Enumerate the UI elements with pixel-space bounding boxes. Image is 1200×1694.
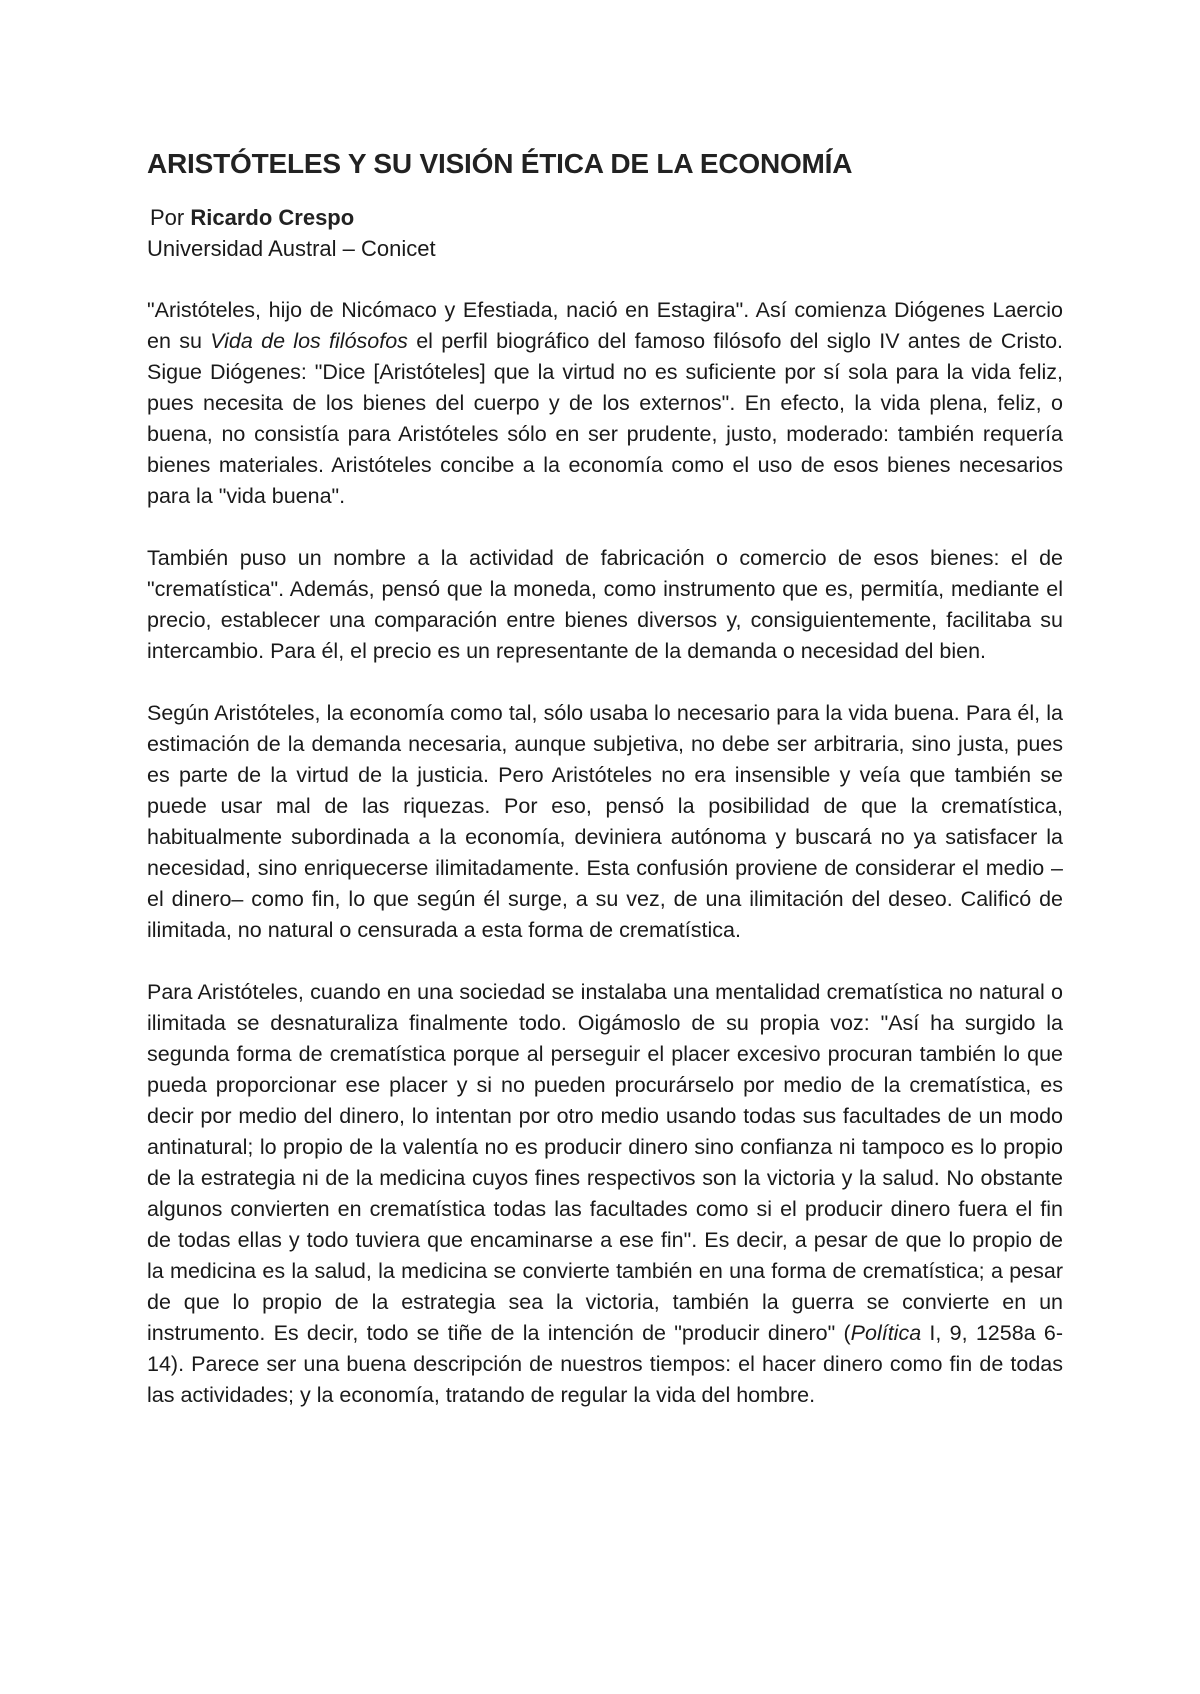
paragraph-4-part-a: Para Aristóteles, cuando en una sociedad se instalaba una mentalidad crematística no natural o ilimitada se desnaturaliza finalmente todo. Oigámoslo de su propia voz: "Así ha surgido la segunda forma de crematística porque al perseguir el placer excesivo procuran también lo que pueda proporcionar ese placer y si no pueden procurárselo por medio de la crematística, es decir por medio del dinero, lo intentan por otro medio usando todas sus facultades de un modo antinatural; lo propio de la valentía no es producir dinero sino confianza ni tampoco es lo propio de la estrategia ni de la medicina cuyos fines respectivos son la victoria y la salud. No obstante algunos convierten en crematística todas las facultades como si el producir dinero fuera el fin de todas ellas y todo tuviera que encaminarse a ese fin". Es decir, a pesar de que lo propio de la medicina es la salud, la medicina se convierte también en una forma de crematística; a pesar de que lo propio de la estrategia sea la victoria, también la guerra se convierte en un instrumento. Es decir, todo se tiñe de la intención de "producir dinero" (: [147, 980, 1063, 1345]
paragraph-4: [147, 977, 1063, 1411]
book-title-vida: Vida de los filósofos: [210, 329, 408, 353]
byline: [147, 202, 1063, 233]
paragraph-1-part-a: "Aristóteles, hijo de Nicómaco y Efestiada, nació en Estagira". Así comienza Diógenes Laercio en su: [147, 298, 1063, 353]
paragraph-3: Según Aristóteles, la economía como tal, sólo usaba lo necesario para la vida buena. Para él, la estimación de la demanda necesaria, aunque subjetiva, no debe ser arbitraria, sino justa, pues es parte de la virtud de la justicia. Pero Aristóteles no era insensible y veía que también se puede usar mal de las riquezas. Por eso, pensó la posibilidad de que la crematística, habitualmente subordinada a la economía, deviniera autónoma y buscará no ya satisfacer la necesidad, sino enriquecerse ilimitadamente. Esta confusión proviene de considerar el medio –el dinero– como fin, lo que según él surge, a su vez, de una ilimitación del deseo. Calificó de ilimitada, no natural o censurada a esta forma de crematística.: [147, 701, 1063, 942]
article-title: ARISTÓTELES Y SU VISIÓN ÉTICA DE LA ECONOMÍA: [147, 148, 853, 179]
paragraph-1: [147, 295, 1063, 512]
author-name: Ricardo Crespo: [190, 205, 355, 230]
author-affiliation: Universidad Austral – Conicet: [147, 236, 436, 261]
paragraph-2: También puso un nombre a la actividad de fabricación o comercio de esos bienes: el de "crematística". Además, pensó que la moneda, como instrumento que es, permitía, mediante el precio, establecer una comparación entre bienes diversos y, consiguientemente, facilitaba su intercambio. Para él, el precio es un representante de la demanda o necesidad del bien.: [147, 546, 1063, 663]
byline-prefix: Por: [150, 205, 191, 230]
paragraph-1-part-b: el perfil biográfico del famoso filósofo del siglo IV antes de Cristo. Sigue Diógenes: "Dice [Aristóteles] que la virtud no es suficiente por sí sola para la vida feliz, pues necesita de los bienes del cuerpo y de los externos". En efecto, la vida plena, feliz, o buena, no consistía para Aristóteles sólo en ser prudente, justo, moderado: también requería bienes materiales. Aristóteles concibe a la economía como el uso de esos bienes necesarios para la "vida buena".: [147, 329, 1063, 508]
paragraph-4-part-b: I, 9, 1258a 6-14). Parece ser una buena descripción de nuestros tiempos: el hacer dinero como fin de todas las actividades; y la economía, tratando de regular la vida del hombre.: [147, 1321, 1063, 1407]
book-title-politica: Política: [850, 1321, 922, 1345]
document-page: [147, 146, 1063, 1442]
